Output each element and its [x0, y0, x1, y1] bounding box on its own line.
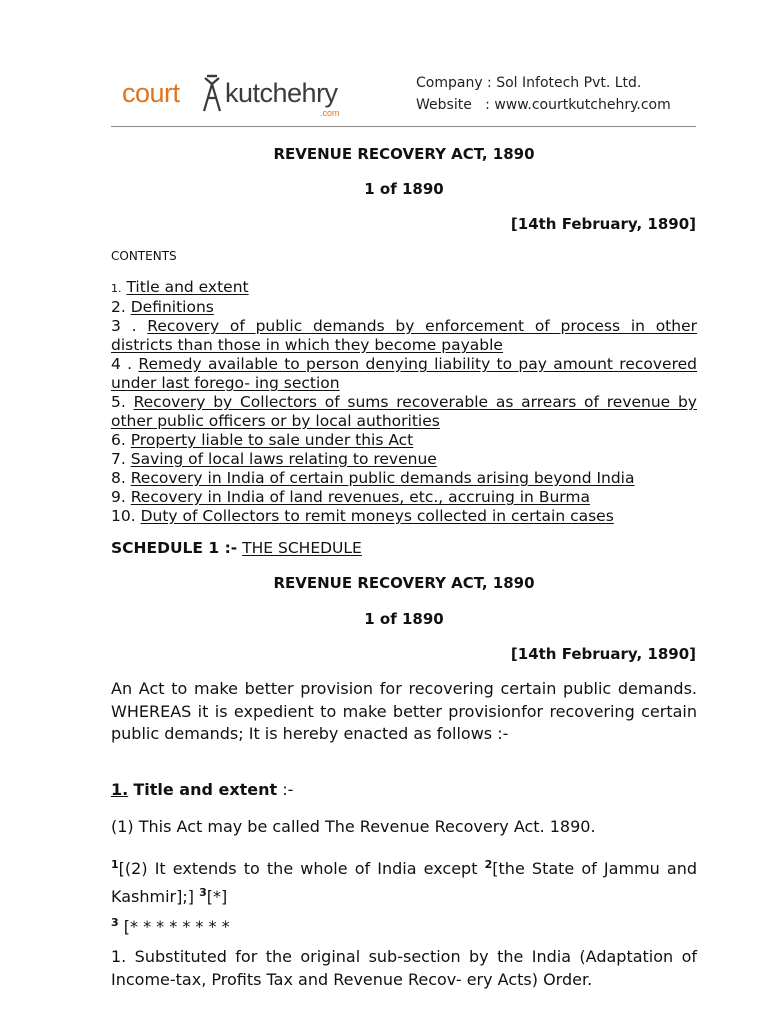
- schedule-link[interactable]: THE SCHEDULE: [242, 539, 362, 557]
- toc-link-recovery-burma[interactable]: Recovery in India of land revenues, etc., accruing in Burma: [130, 488, 590, 506]
- act-date: [14th February, 1890]: [510, 215, 696, 233]
- toc-link-definitions[interactable]: Definitions: [130, 298, 214, 316]
- logo-dotcom-text: .com: [320, 108, 340, 118]
- toc-item: 10. Duty of Collectors to remit moneys collected in certain cases: [111, 507, 614, 525]
- company-info: [416, 72, 671, 116]
- logo-kutchehry-text: kutchehry: [225, 78, 338, 108]
- toc-link-recovery-by-collectors[interactable]: Recovery by Collectors of sums recoverable as arrears of revenue by other public officers or by local authorities: [111, 393, 697, 430]
- toc-item: 7. Saving of local laws relating to revenue: [111, 450, 437, 468]
- gavel-figure-icon: [195, 74, 229, 114]
- logo-court-text: court: [122, 78, 180, 108]
- toc-link-recovery-beyond-india[interactable]: Recovery in India of certain public demands arising beyond India: [130, 469, 635, 487]
- act-date-2: [14th February, 1890]: [510, 645, 696, 663]
- table-of-contents: [111, 278, 697, 526]
- toc-item: 8. Recovery in India of certain public demands arising beyond India: [111, 469, 635, 487]
- schedule-line: [111, 539, 362, 557]
- toc-link-property-liable[interactable]: Property liable to sale under this Act: [130, 431, 414, 449]
- schedule-label: SCHEDULE 1 :-: [111, 539, 238, 557]
- toc-link-recovery-of-public-demands[interactable]: Recovery of public demands by enforcement of process in other districts than those in which they become payable: [111, 317, 697, 354]
- company-line: Company : Sol Infotech Pvt. Ltd.: [416, 75, 642, 91]
- toc-item: 5. Recovery by Collectors of sums recoverable as arrears of revenue by other public officers or by local authorities: [111, 393, 697, 430]
- toc-link-title-and-extent[interactable]: Title and extent: [126, 278, 249, 296]
- subsection-2: $^1$[(2) It extends to the whole of India except $^2$[the State of Jammu and Kashmir];] $^3$[*]: [111, 858, 697, 906]
- toc-item: 9. Recovery in India of land revenues, etc., accruing in Burma: [111, 488, 590, 506]
- subsection-1: (1) This Act may be called The Revenue Recovery Act. 1890.: [111, 817, 596, 836]
- act-title: REVENUE RECOVERY ACT, 1890: [273, 145, 535, 163]
- header-divider: [111, 126, 696, 127]
- toc-item: 3 . Recovery of public demands by enforcement of process in other districts than those in which they become payable: [111, 317, 697, 354]
- act-number-2: 1 of 1890: [364, 610, 444, 628]
- toc-link-duty-of-collectors[interactable]: Duty of Collectors to remit moneys collected in certain cases: [140, 507, 614, 525]
- section-1-heading: 1. Title and extent :-: [111, 780, 294, 799]
- footnote-ref-2[interactable]: 2: [484, 858, 493, 871]
- footnote-ref-1[interactable]: 1: [111, 858, 119, 871]
- act-title-2: REVENUE RECOVERY ACT, 1890: [273, 574, 535, 592]
- courtkutchehry-logo[interactable]: [122, 78, 382, 126]
- toc-link-saving-local-laws[interactable]: Saving of local laws relating to revenue: [130, 450, 437, 468]
- subsection-3-omitted: $^3$ [* * * * * * * *: [111, 916, 230, 936]
- act-number: 1 of 1890: [364, 180, 444, 198]
- toc-item: 2. Definitions: [111, 298, 214, 316]
- website-line[interactable]: Website : www.courtkutchehry.com: [416, 97, 671, 113]
- footnote-ref-3[interactable]: 3: [199, 886, 207, 899]
- toc-link-remedy[interactable]: Remedy available to person denying liability to pay amount recovered under last forego- ing section: [111, 355, 697, 392]
- preamble: An Act to make better provision for recovering certain public demands. WHEREAS it is expedient to make better provisionfor recovering certain public demands; It is hereby enacted as follows :-: [111, 679, 697, 743]
- toc-item: 4 . Remedy available to person denying liability to pay amount recovered under last forego- ing section: [111, 355, 697, 392]
- toc-item: 6. Property liable to sale under this Act: [111, 431, 414, 449]
- section-1-number[interactable]: 1.: [111, 780, 129, 799]
- toc-item: 1. Title and extent: [111, 278, 249, 296]
- contents-label: CONTENTS: [111, 249, 177, 263]
- footnote-ref-3b[interactable]: 3: [111, 916, 119, 929]
- section-1-title: Title and extent: [133, 780, 278, 799]
- footnote-1: 1. Substituted for the original sub-section by the India (Adaptation of Income-tax, Profits Tax and Revenue Recov- ery Acts) Order.: [111, 947, 697, 989]
